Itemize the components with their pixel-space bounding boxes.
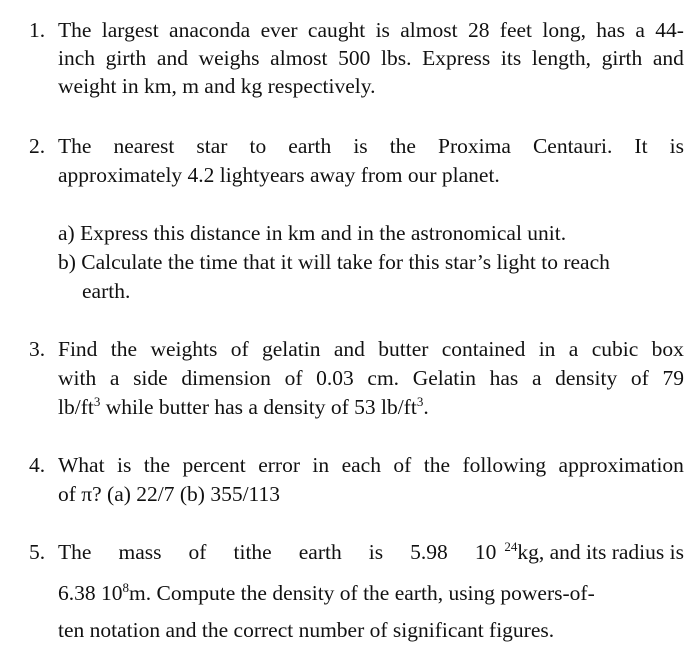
problem-text-line (58, 580, 595, 605)
problem-text-line (58, 539, 684, 564)
text-segment: m. Compute the density of the earth, using powers-of- (129, 581, 595, 605)
superscript: 8 (122, 580, 129, 595)
problem-number: 2. (29, 134, 46, 158)
unit-text: lb/ft (58, 395, 94, 419)
superscript: 24 (504, 539, 518, 554)
superscript: 3 (93, 394, 101, 409)
text-segment: 6.38 10 (58, 581, 123, 605)
problem-number: 5. (29, 540, 46, 564)
problem-text-line: What is the percent error in each of the following approximation (58, 453, 684, 477)
problem-text-line: of π? (a) 22/7 (b) 355/113 (58, 482, 281, 506)
problem-text-line (58, 394, 429, 419)
problem-text-line: inch girth and weighs almost 500 lbs. Express its length, girth and (58, 46, 684, 70)
text-segment: . (423, 395, 429, 419)
sub-question-b-continued: earth. (82, 279, 131, 303)
text-segment: while butter has a density of 53 lb/ft (100, 395, 417, 419)
text-segment: kg, and its radius is (517, 540, 684, 564)
problem-number: 4. (29, 453, 46, 477)
sub-question-b: b) Calculate the time that it will take for this star’s light to reach (58, 250, 610, 274)
problem-number: 1. (29, 18, 46, 42)
problem-text-line: ten notation and the correct number of significant figures. (58, 618, 555, 642)
problem-text-line: weight in km, m and kg respectively. (58, 74, 376, 98)
problem-text-line: with a side dimension of 0.03 cm. Gelatin has a density of 79 (58, 366, 684, 390)
problem-text-line: Find the weights of gelatin and butter contained in a cubic box (58, 337, 684, 361)
superscript: 3 (416, 394, 424, 409)
problem-text-line: approximately 4.2 lightyears away from our planet. (58, 163, 500, 187)
problem-text-line: The largest anaconda ever caught is almost 28 feet long, has a 44- (58, 18, 684, 42)
problem-text-line: The nearest star to earth is the Proxima Centauri. It is (58, 134, 684, 158)
sub-question-a: a) Express this distance in km and in the astronomical unit. (58, 221, 567, 245)
exponent-group (504, 539, 684, 564)
problem-number: 3. (29, 337, 46, 361)
text-segment: The mass of tithe earth is 5.98 10 (58, 540, 497, 564)
